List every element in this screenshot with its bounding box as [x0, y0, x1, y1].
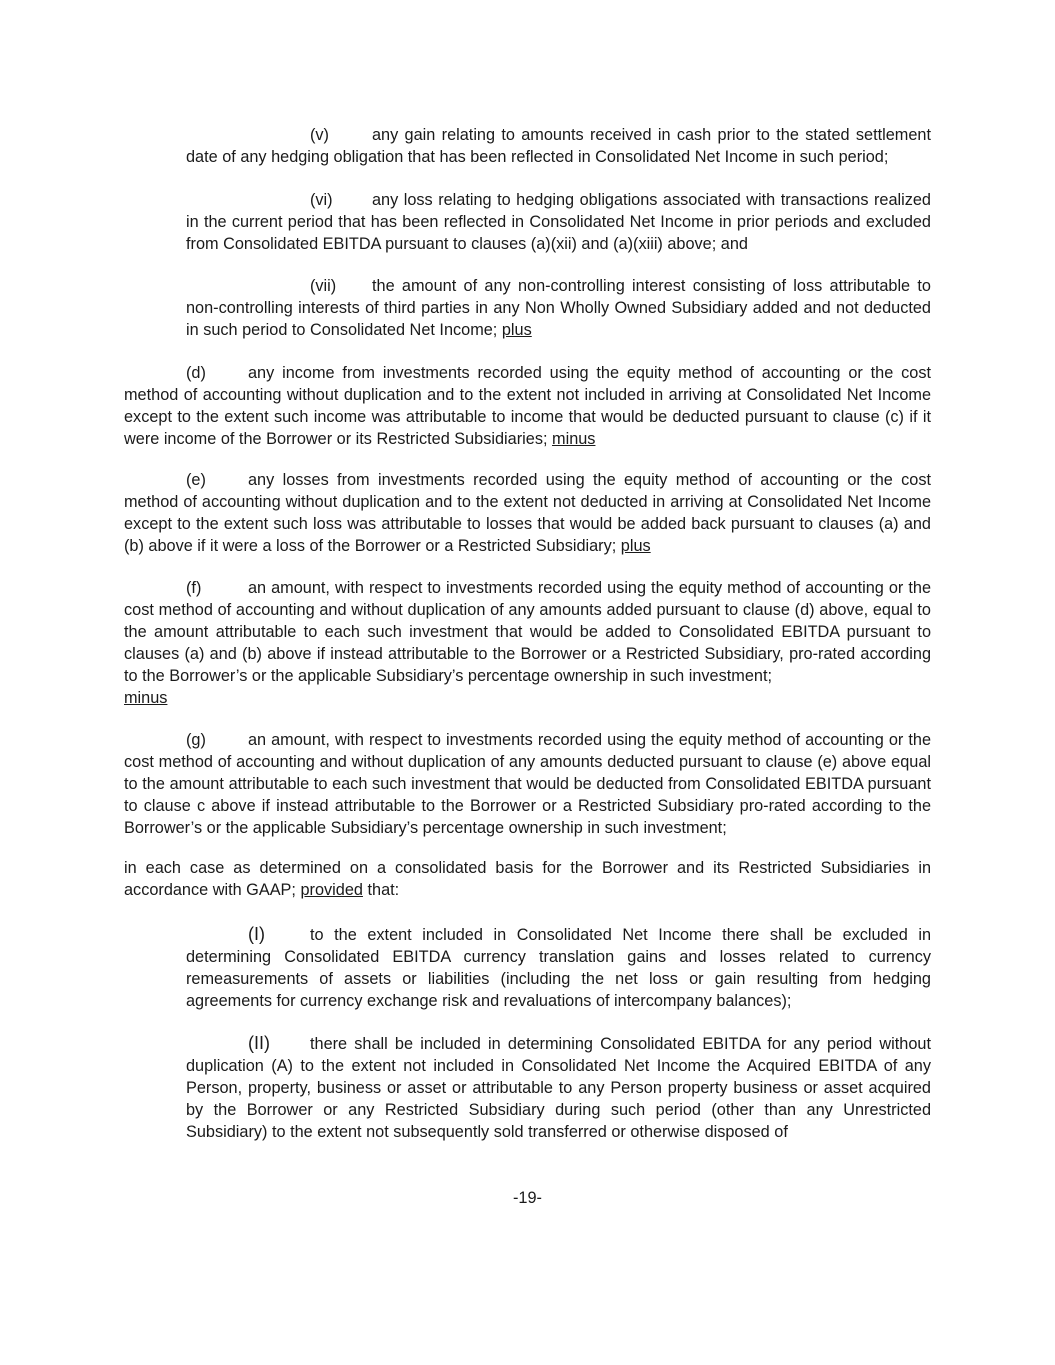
clause-e-text: any losses from investments recorded using the equity method of accounting or the cost method of accounting without duplication and to the extent not deducted in arriving at Consolidated Net Income except to the extent such loss was attributable to losses that would be added back pursuant to clauses (a) and (b) above if it were a loss of the Borrower or a Restricted Subsidiary;: [124, 471, 931, 555]
page-number: -19-: [513, 1189, 542, 1207]
clause-d-connector: minus: [552, 430, 596, 448]
clause-vi-text: any loss relating to hedging obligations associated with transactions realized in the current period that has been reflected in Consolidated Net Income in prior periods and excluded from Consolidated EBITDA pursuant to clauses (a)(xii) and (a)(xiii) above; and: [186, 191, 931, 253]
summary-text: in each case as determined on a consolidated basis for the Borrower and its Restricted Subsidiaries in accordance with GAAP;: [124, 859, 931, 899]
clause-e-connector: plus: [620, 537, 651, 555]
clause-v-text: any gain relating to amounts received in cash prior to the stated settlement date of any hedging obligation that has been reflected in Consolidated Net Income in such period;: [186, 126, 931, 166]
clause-vi: [186, 189, 931, 255]
clause-f-label: (f): [186, 579, 202, 597]
clause-f-text: an amount, with respect to investments recorded using the equity method of accounting or the cost method of accounting and without duplication of any amounts added pursuant to clause (d) above, equal to the amount attributable to each such investment that would be added to Consolidated EBITDA pursuant to clauses (a) and (b) above if instead attributable to the Borrower or a Restricted Subsidiary, pro-rated according to the Borrower’s or the applicable Subsidiary’s percentage ownership in such investment;: [124, 579, 931, 685]
proviso-I: [186, 923, 931, 1012]
clause-g-label: (g): [186, 731, 206, 749]
proviso-II-label: (II): [248, 1033, 270, 1053]
clause-e: [124, 469, 931, 557]
clause-d: [124, 362, 931, 450]
clause-vi-label: (vi): [310, 191, 333, 209]
clause-g-text: an amount, with respect to investments recorded using the equity method of accounting or the cost method of accounting and without duplication of any amounts deducted pursuant to clause (e) above equal to the amount attributable to each such investment that would be deducted from Consolidated EBITDA pursuant to clause c above if instead attributable to the Borrower or a Restricted Subsidiary pro-rated according to the Borrower’s or the applicable Subsidiary’s percentage ownership in such investment;: [124, 731, 931, 837]
clause-vii: [186, 275, 931, 341]
clause-f: [124, 577, 931, 709]
clause-vii-label: (vii): [310, 277, 337, 295]
clause-vii-connector: plus: [501, 321, 532, 339]
clause-f-connector: minus: [124, 689, 168, 707]
proviso-II-text: there shall be included in determining Consolidated EBITDA for any period without duplication (A) to the extent not included in Consolidated Net Income the Acquired EBITDA of any Person, property, business or asset or attributable to any Person property business or asset acquired by the Borrower or any Restricted Subsidiary during such period (other than any Unrestricted Subsidiary) to the extent not subsequently sold transferred or otherwise disposed of: [186, 1035, 931, 1141]
clause-vii-text: the amount of any non-controlling interest consisting of loss attributable to non-controlling interests of third parties in any Non Wholly Owned Subsidiary added and not deducted in such period to Consolidated Net Income;: [186, 277, 931, 339]
clause-d-text: any income from investments recorded using the equity method of accounting or the cost method of accounting without duplication and to the extent not included in arriving at Consolidated Net Income except to the extent such income was attributable to income that would be deducted pursuant to clause (c) if it were income of the Borrower or its Restricted Subsidiaries;: [124, 364, 931, 448]
clause-v: [186, 124, 931, 168]
proviso-II: [186, 1032, 931, 1143]
clause-g: [124, 729, 931, 839]
summary-paragraph: [124, 857, 931, 901]
clause-d-label: (d): [186, 364, 206, 382]
proviso-I-label: (I): [248, 924, 265, 944]
summary-tail: that:: [367, 881, 400, 899]
clause-e-label: (e): [186, 471, 206, 489]
summary-connector: provided: [300, 881, 363, 899]
proviso-I-text: to the extent included in Consolidated Net Income there shall be excluded in determining Consolidated EBITDA currency translation gains and losses related to currency remeasurements of assets or liabilities (including the net loss or gain resulting from hedging agreements for currency exchange risk and revaluations of intercompany balances);: [186, 926, 931, 1010]
clause-v-label: (v): [310, 126, 329, 144]
